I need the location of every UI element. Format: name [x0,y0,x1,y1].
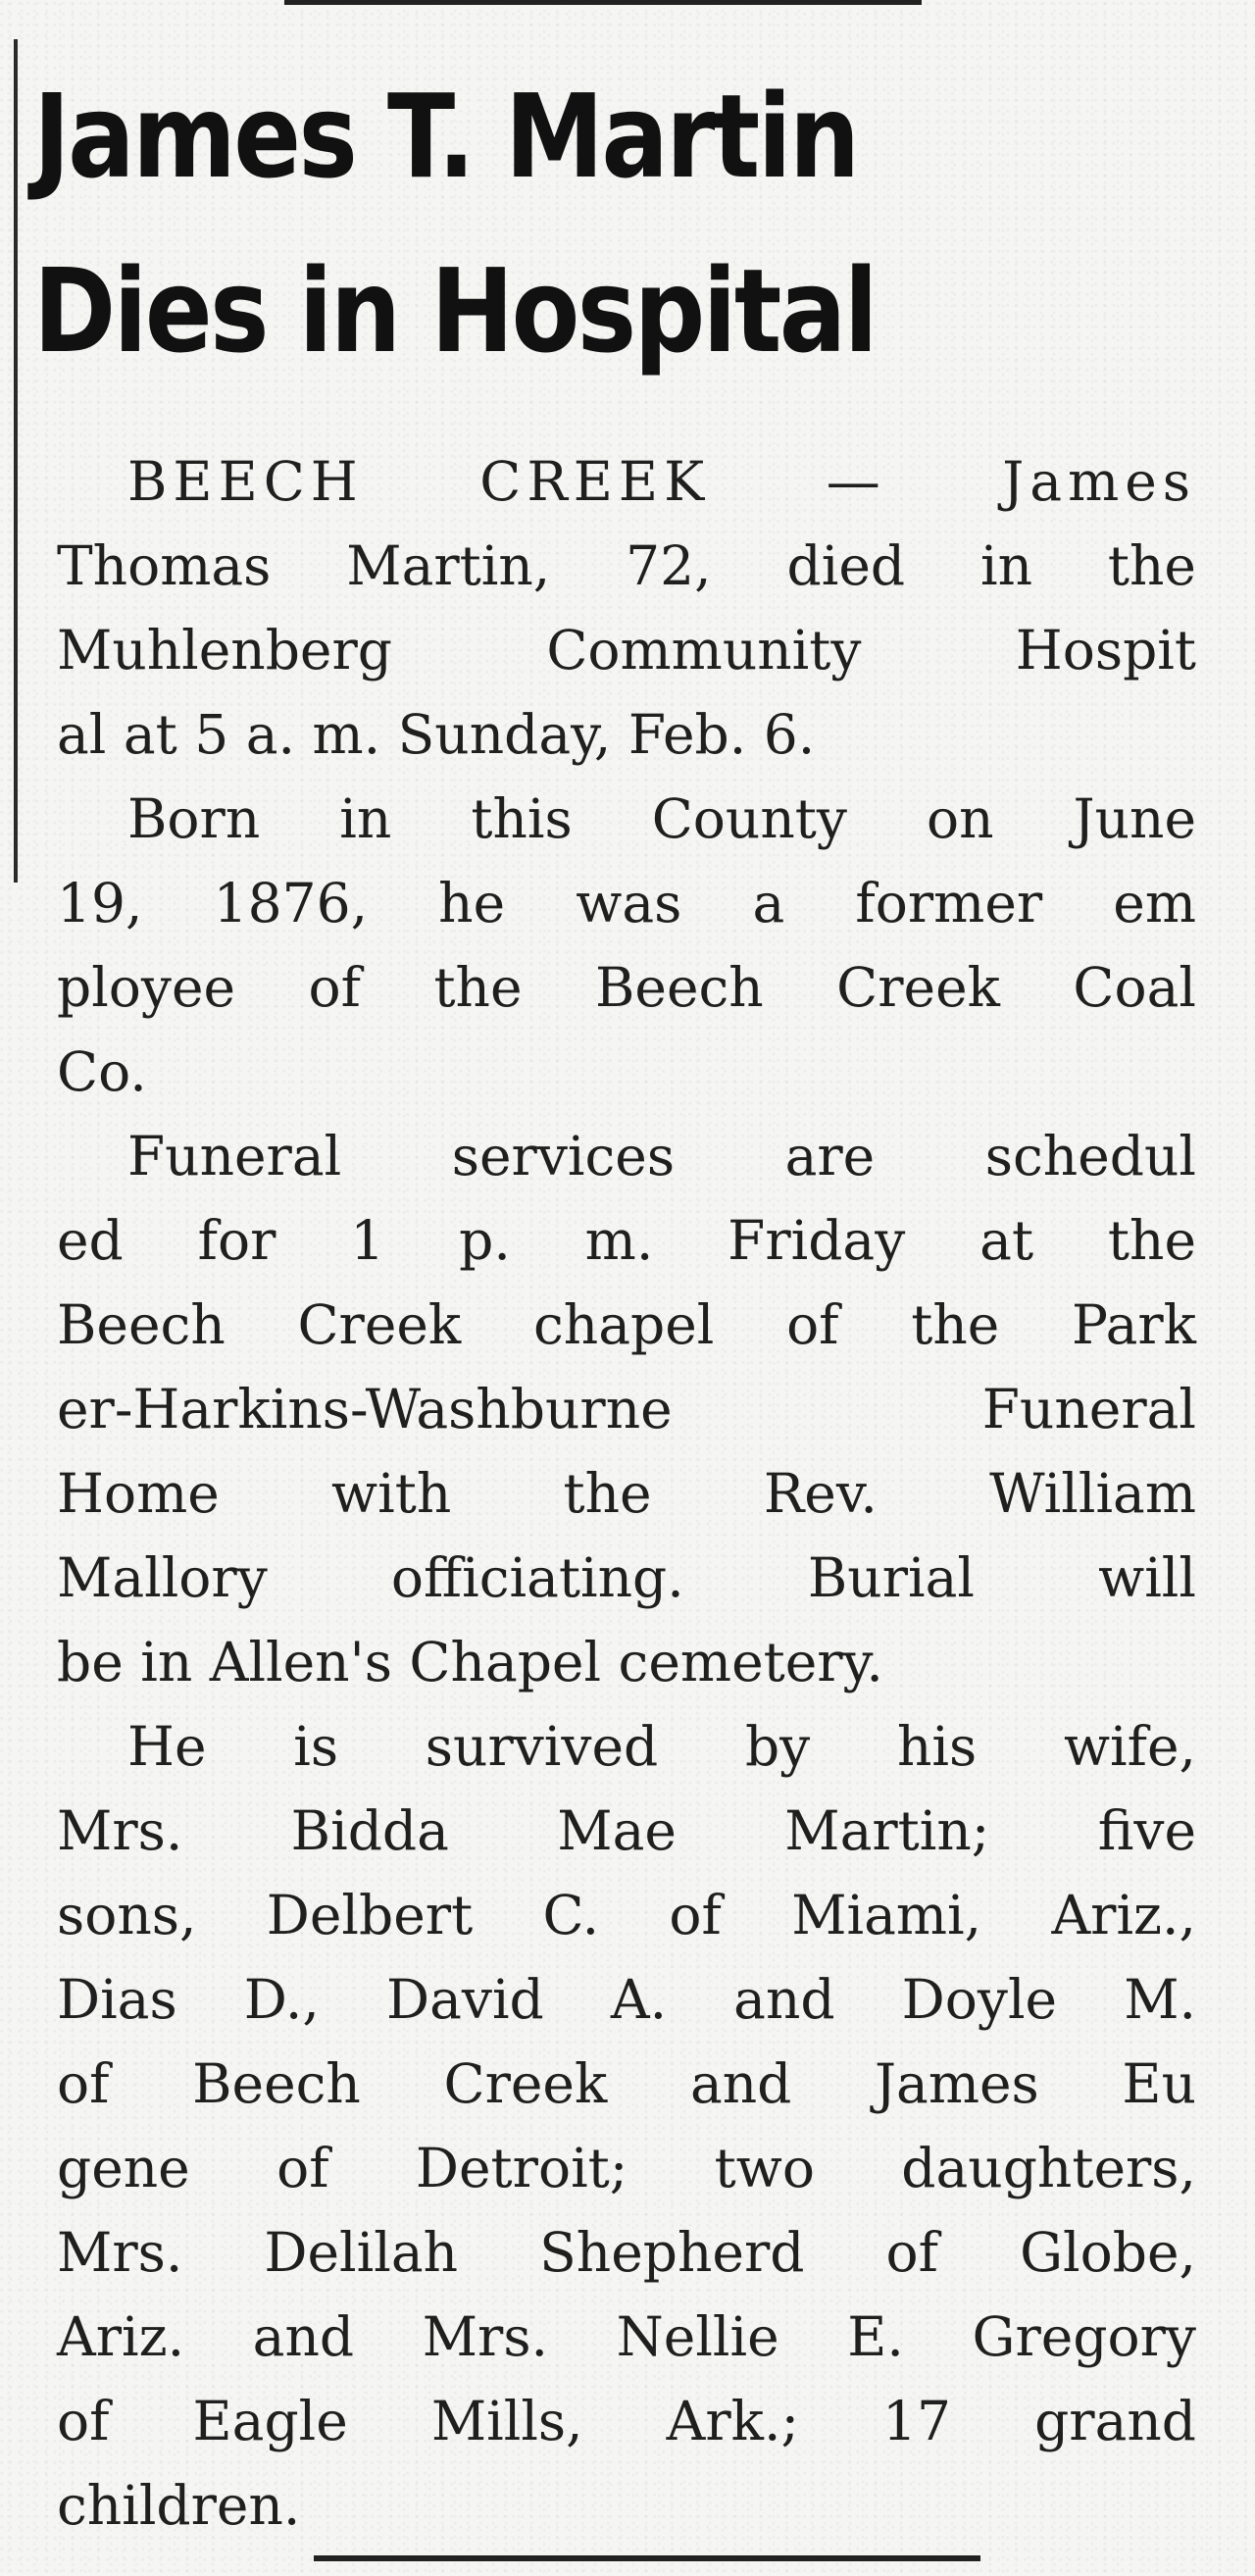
story-line: children. [57,2474,301,2537]
headline-line-1: James T. Martin [33,69,858,204]
story-line: sons, Delbert C. of Miami, Ariz., [57,1884,1196,1946]
headline [33,49,1029,398]
story-line: 19, 1876, he was a former em [57,872,1196,934]
left-column-rule [14,39,18,883]
story-line: Mrs. Bidda Mae Martin; five [57,1799,1196,1862]
story-line: ployee of the Beech Creek Coal [57,956,1196,1019]
story-line: Born in this County on June [127,787,1196,850]
story-line: be in Allen's Chapel cemetery. [57,1631,883,1693]
story-line: ed for 1 p. m. Friday at the [57,1209,1196,1272]
top-column-rule [284,0,922,5]
headline-line-2: Dies in Hospital [33,243,876,379]
story-line: al at 5 a. m. Sunday, Feb. 6. [57,703,816,766]
story-line: of Beech Creek and James Eu [57,2052,1196,2115]
story-line: er-Harkins-Washburne Funeral [57,1378,1196,1440]
story-line: gene of Detroit; two daughters, [57,2137,1196,2199]
story-line: Dias D., David A. and Doyle M. [57,1968,1196,2031]
story-line: Ariz. and Mrs. Nellie E. Gregory [57,2305,1196,2368]
story-line: of Eagle Mills, Ark.; 17 grand [57,2390,1196,2452]
story-line: Mallory officiating. Burial will [57,1546,1196,1609]
story-line: BEECH CREEK — James [127,450,1196,513]
story-line: Muhlenberg Community Hospit [57,619,1196,682]
story-line: He is survived by his wife, [127,1715,1196,1778]
story-line: Funeral services are schedul [127,1125,1196,1187]
story-line: Mrs. Delilah Shepherd of Globe, [57,2221,1196,2284]
story-line: Beech Creek chapel of the Park [57,1293,1196,1356]
bottom-column-rule [314,2555,980,2561]
obituary-body [57,439,1196,2548]
story-line: Home with the Rev. William [57,1462,1196,1525]
story-line: Thomas Martin, 72, died in the [57,534,1196,597]
story-line: Co. [57,1040,147,1103]
